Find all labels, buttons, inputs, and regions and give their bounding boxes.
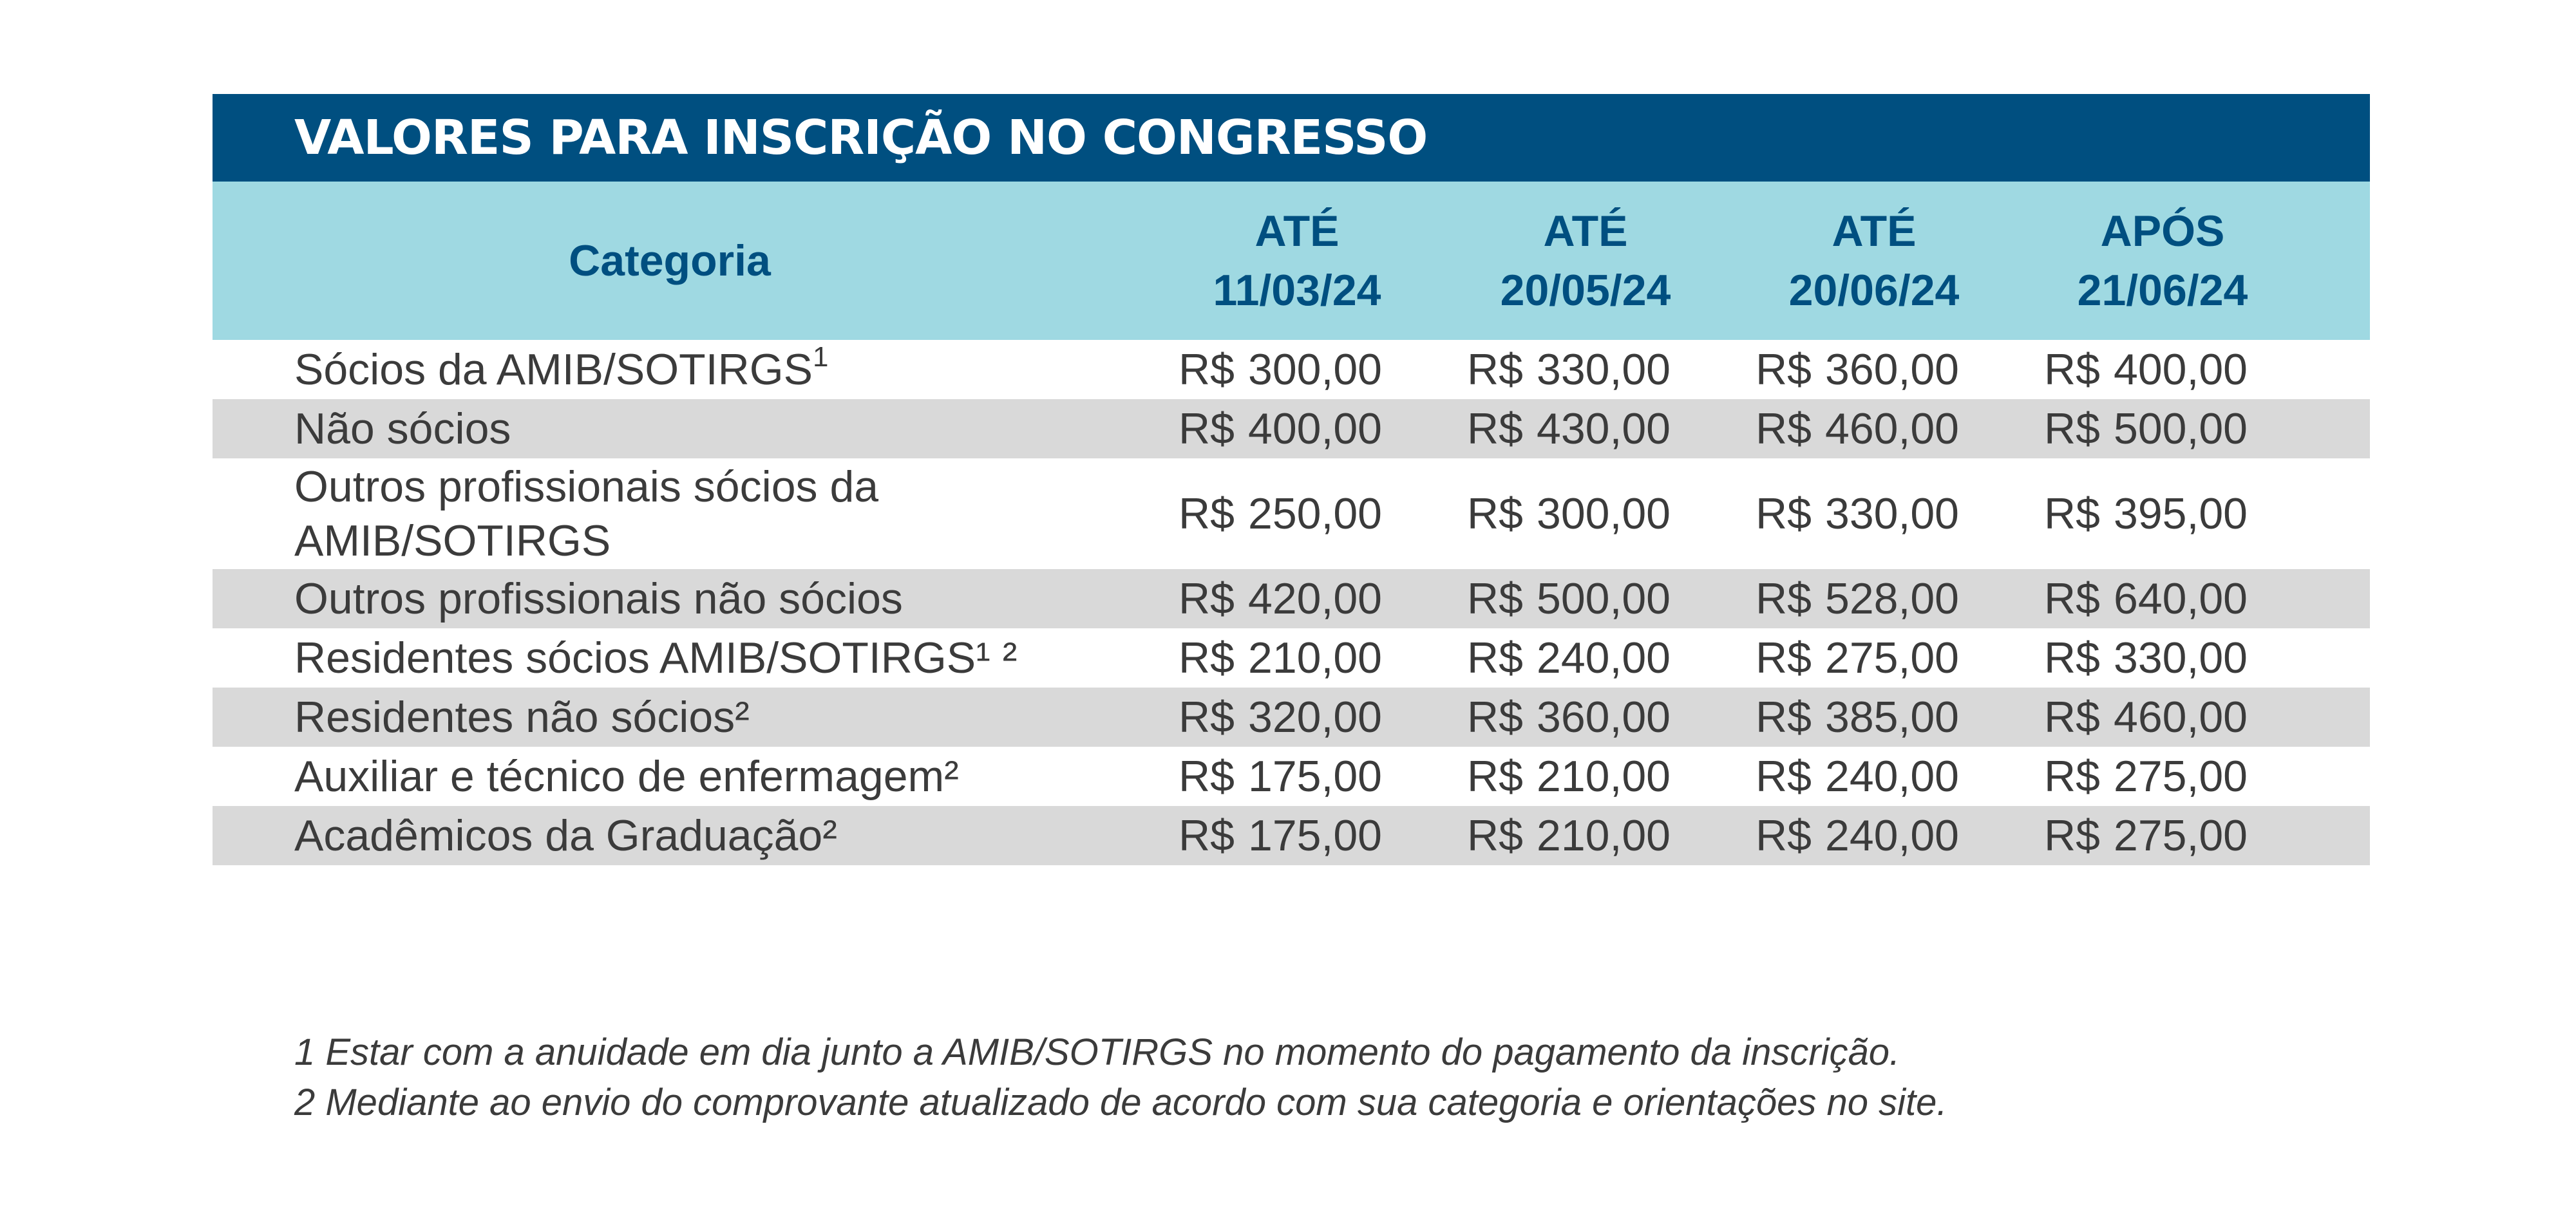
price-value: 250,00 (1248, 489, 1382, 538)
price-cell (2044, 692, 2333, 742)
row-category-label: Sócios da AMIB/SOTIRGS (294, 345, 813, 394)
price-cell (1467, 404, 1756, 454)
header-row (213, 182, 2370, 340)
price-value: 500,00 (2114, 404, 2248, 453)
row-category (213, 572, 1179, 626)
period-header-date: 20/05/24 (1500, 266, 1671, 315)
price-cell (1179, 404, 1467, 454)
price-value: 210,00 (1248, 633, 1382, 682)
period-header-date: 21/06/24 (2077, 266, 2248, 315)
price-value: 430,00 (1537, 404, 1671, 453)
currency-symbol: R$ (1756, 574, 1812, 623)
table-row (213, 399, 2370, 458)
price-cell (2044, 811, 2333, 861)
category-header: Categoria (569, 236, 771, 285)
price-value: 400,00 (2114, 345, 2248, 394)
price-value: 460,00 (1825, 404, 1959, 453)
period-header-label: APÓS (2100, 207, 2225, 256)
price-value: 360,00 (1825, 345, 1959, 394)
price-value: 240,00 (1825, 811, 1959, 860)
price-value: 300,00 (1537, 489, 1671, 538)
period-header-4 (2018, 182, 2307, 340)
price-cell (2044, 633, 2333, 683)
currency-symbol: R$ (1179, 811, 1235, 860)
price-value: 330,00 (1537, 345, 1671, 394)
currency-symbol: R$ (1756, 404, 1812, 453)
currency-symbol: R$ (2044, 489, 2100, 538)
table-row (213, 688, 2370, 747)
price-value: 420,00 (1248, 574, 1382, 623)
price-value: 400,00 (1248, 404, 1382, 453)
row-category (213, 690, 1179, 744)
footnote-1: 1 Estar com a anuidade em dia junto a AMIB/SOTIRGS no momento do pagamento da inscrição. (294, 1031, 1900, 1073)
table-row (213, 458, 2370, 569)
currency-symbol: R$ (2044, 693, 2100, 742)
price-cell (2044, 489, 2333, 539)
price-cell (1467, 344, 1756, 395)
title-bar (213, 94, 2370, 182)
price-value: 175,00 (1248, 752, 1382, 801)
currency-symbol: R$ (1756, 693, 1812, 742)
currency-symbol: R$ (1467, 693, 1523, 742)
row-category (213, 402, 1179, 456)
currency-symbol: R$ (1179, 574, 1235, 623)
currency-symbol: R$ (1756, 489, 1812, 538)
currency-symbol: R$ (2044, 633, 2100, 682)
price-cell (1756, 811, 2044, 861)
price-cell (1179, 574, 1467, 624)
price-value: 640,00 (2114, 574, 2248, 623)
period-header-3 (1730, 182, 2018, 340)
currency-symbol: R$ (1467, 811, 1523, 860)
price-cell (1467, 751, 1756, 801)
price-value: 300,00 (1248, 345, 1382, 394)
table-row (213, 340, 2370, 399)
period-header-label: ATÉ (1832, 207, 1917, 256)
currency-symbol: R$ (1467, 752, 1523, 801)
price-cell (1467, 692, 1756, 742)
price-value: 500,00 (1537, 574, 1671, 623)
price-cell (1756, 344, 2044, 395)
currency-symbol: R$ (1467, 345, 1523, 394)
price-value: 385,00 (1825, 693, 1959, 742)
price-value: 275,00 (1825, 633, 1959, 682)
price-value: 210,00 (1537, 752, 1671, 801)
currency-symbol: R$ (2044, 404, 2100, 453)
price-cell (1179, 489, 1467, 539)
price-value: 210,00 (1537, 811, 1671, 860)
currency-symbol: R$ (1179, 345, 1235, 394)
period-header-label: ATÉ (1255, 207, 1340, 256)
row-category-label: Auxiliar e técnico de enfermagem² (294, 752, 959, 801)
currency-symbol: R$ (2044, 574, 2100, 623)
price-value: 330,00 (1825, 489, 1959, 538)
price-value: 330,00 (2114, 633, 2248, 682)
row-category (213, 342, 1179, 397)
row-category-label: Não sócios (294, 404, 511, 453)
table-body (213, 340, 2370, 865)
price-value: 275,00 (2114, 811, 2248, 860)
currency-symbol: R$ (1179, 752, 1235, 801)
currency-symbol: R$ (1756, 633, 1812, 682)
price-cell (1467, 811, 1756, 861)
price-cell (1756, 633, 2044, 683)
price-cell (1467, 574, 1756, 624)
price-cell (1756, 404, 2044, 454)
price-cell (2044, 751, 2333, 801)
price-cell (1756, 751, 2044, 801)
price-cell (1179, 344, 1467, 395)
currency-symbol: R$ (1756, 811, 1812, 860)
price-cell (1467, 489, 1756, 539)
price-cell (1467, 633, 1756, 683)
currency-symbol: R$ (1467, 633, 1523, 682)
price-value: 175,00 (1248, 811, 1382, 860)
footnote-2: 2 Mediante ao envio do comprovante atualizado de acordo com sua categoria e orientações no site. (294, 1082, 1947, 1123)
currency-symbol: R$ (2044, 811, 2100, 860)
row-category-label: Acadêmicos da Graduação² (294, 811, 837, 860)
price-value: 240,00 (1537, 633, 1671, 682)
row-category-label: Residentes não sócios² (294, 693, 750, 742)
price-cell (2044, 574, 2333, 624)
currency-symbol: R$ (1179, 489, 1235, 538)
price-cell (2044, 404, 2333, 454)
price-value: 320,00 (1248, 693, 1382, 742)
currency-symbol: R$ (2044, 345, 2100, 394)
price-value: 275,00 (2114, 752, 2248, 801)
table-row (213, 628, 2370, 688)
period-header-2 (1441, 182, 1730, 340)
footnote-marker: 1 (812, 341, 829, 373)
table-title: VALORES PARA INSCRIÇÃO NO CONGRESSO (294, 110, 1428, 165)
price-value: 528,00 (1825, 574, 1959, 623)
currency-symbol: R$ (1467, 489, 1523, 538)
footnotes (294, 1027, 1947, 1128)
currency-symbol: R$ (1179, 633, 1235, 682)
currency-symbol: R$ (1756, 752, 1812, 801)
row-category-label: Outros profissionais sócios da AMIB/SOTIRGS (294, 462, 879, 565)
price-cell (1756, 574, 2044, 624)
currency-symbol: R$ (1467, 404, 1523, 453)
period-header-date: 11/03/24 (1213, 266, 1381, 315)
price-value: 240,00 (1825, 752, 1959, 801)
price-cell (1179, 692, 1467, 742)
price-cell (1179, 811, 1467, 861)
row-category (213, 809, 1179, 863)
period-header-label: ATÉ (1543, 207, 1628, 256)
currency-symbol: R$ (1179, 693, 1235, 742)
price-cell (1179, 751, 1467, 801)
row-category (213, 749, 1179, 803)
price-cell (1179, 633, 1467, 683)
row-category-label: Residentes sócios AMIB/SOTIRGS¹ ² (294, 633, 1018, 682)
row-category-label: Outros profissionais não sócios (294, 574, 903, 623)
currency-symbol: R$ (1756, 345, 1812, 394)
row-category (213, 631, 1179, 685)
currency-symbol: R$ (1179, 404, 1235, 453)
price-value: 395,00 (2114, 489, 2248, 538)
price-cell (1756, 489, 2044, 539)
table-row (213, 747, 2370, 806)
table-row (213, 569, 2370, 628)
currency-symbol: R$ (1467, 574, 1523, 623)
price-value: 360,00 (1537, 693, 1671, 742)
price-value: 460,00 (2114, 693, 2248, 742)
price-cell (1756, 692, 2044, 742)
row-category (213, 460, 1179, 568)
period-header-date: 20/06/24 (1788, 266, 1960, 315)
pricing-table (213, 94, 2370, 865)
currency-symbol: R$ (2044, 752, 2100, 801)
table-row (213, 806, 2370, 865)
period-header-1 (1153, 182, 1441, 340)
price-cell (2044, 344, 2333, 395)
